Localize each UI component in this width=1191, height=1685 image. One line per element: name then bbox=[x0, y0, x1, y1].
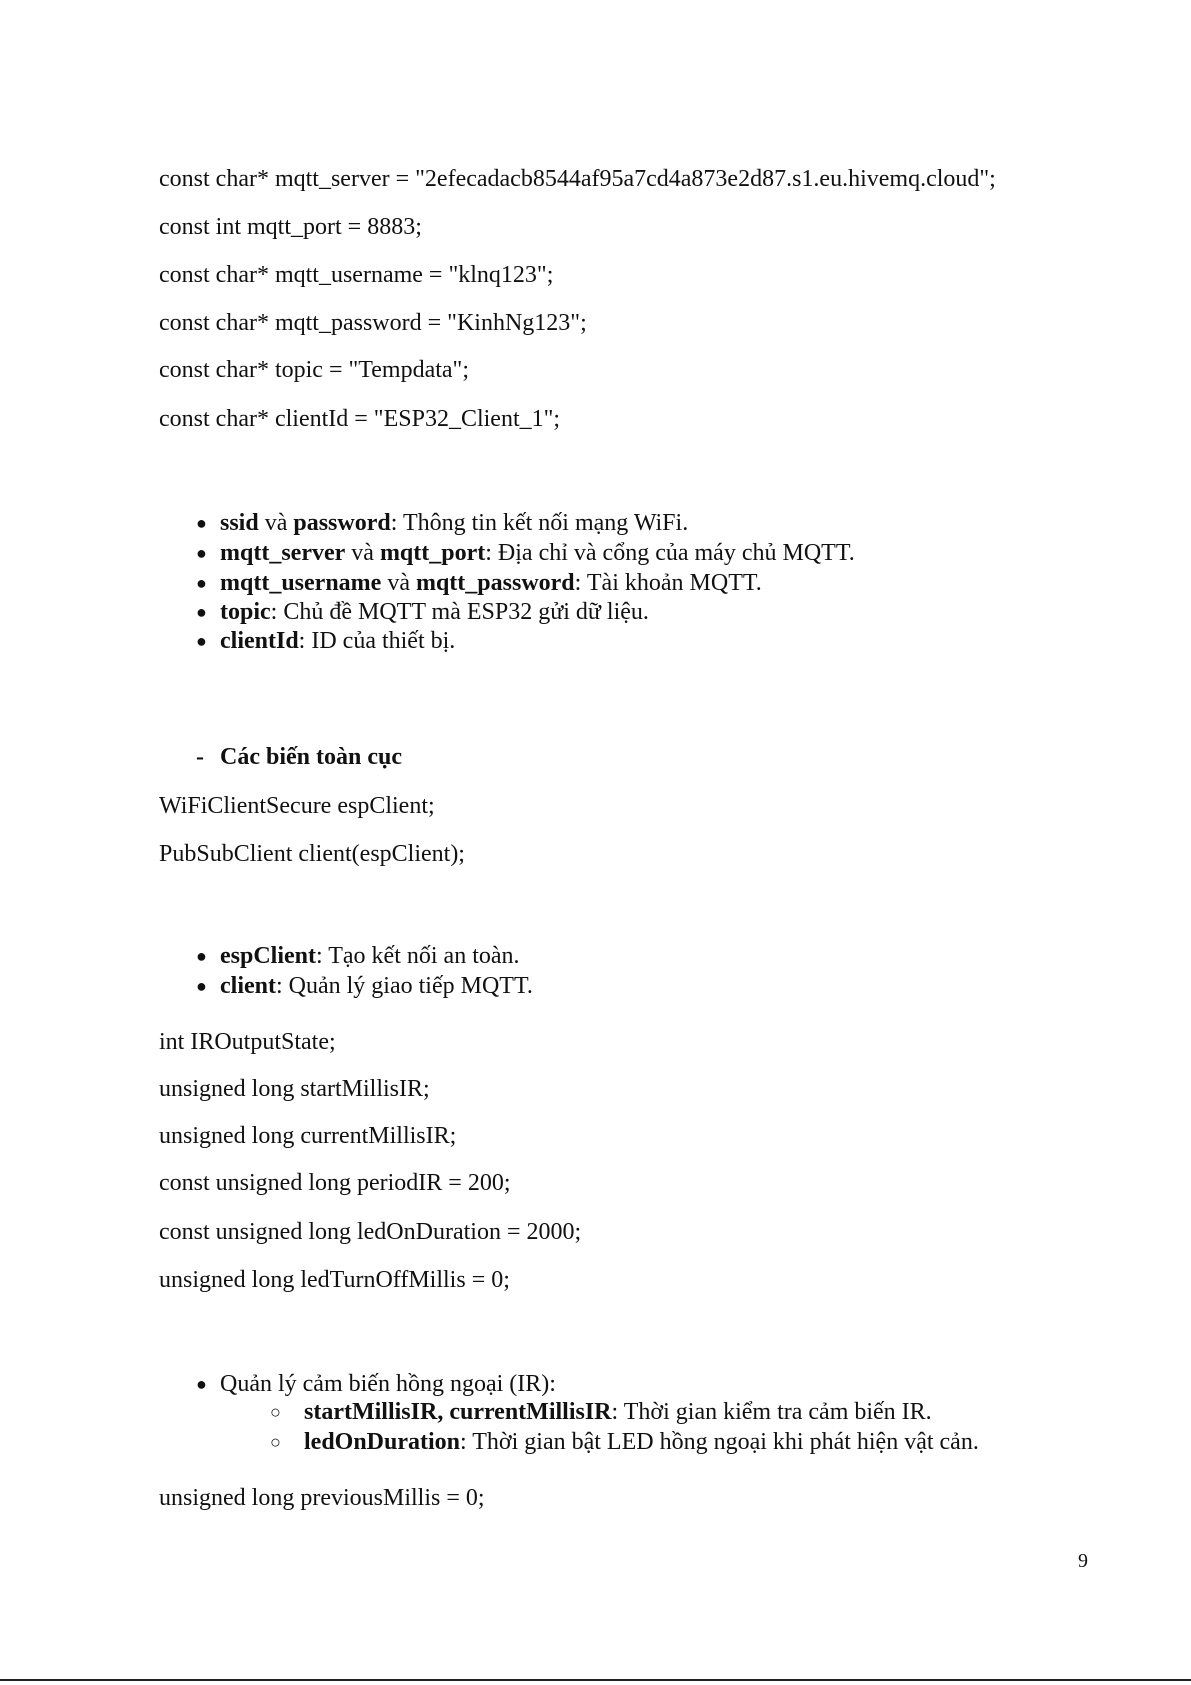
code-line: const char* clientId = "ESP32_Client_1"; bbox=[159, 406, 561, 432]
list-item: ● espClient: Tạo kết nối an toàn. bbox=[196, 943, 520, 969]
code-line: const unsigned long periodIR = 200; bbox=[159, 1170, 511, 1196]
bullet-dot-icon: ● bbox=[196, 543, 207, 563]
bullet-dot-icon: ● bbox=[196, 602, 207, 622]
bullet-dot-icon: ● bbox=[196, 631, 207, 651]
code-line: unsigned long currentMillisIR; bbox=[159, 1123, 457, 1149]
page-number: 9 bbox=[1078, 1550, 1088, 1572]
list-item: ● Quản lý cảm biến hồng ngoại (IR): bbox=[196, 1371, 556, 1397]
code-line: int IROutputState; bbox=[159, 1029, 336, 1055]
list-item: ● topic: Chủ đề MQTT mà ESP32 gửi dữ liệu. bbox=[196, 599, 649, 625]
bullet-dot-icon: ● bbox=[196, 573, 207, 593]
code-line: const char* topic = "Tempdata"; bbox=[159, 357, 470, 383]
circle-bullet-icon: ○ bbox=[270, 1432, 281, 1452]
list-item: ● mqtt_username và mqtt_password: Tài khoản MQTT. bbox=[196, 570, 762, 596]
code-line: const unsigned long ledOnDuration = 2000; bbox=[159, 1219, 582, 1245]
list-item: ● ssid và password: Thông tin kết nối mạng WiFi. bbox=[196, 510, 689, 536]
list-item: ● client: Quản lý giao tiếp MQTT. bbox=[196, 973, 533, 999]
bullet-dot-icon: ● bbox=[196, 1374, 207, 1394]
list-item: ● mqtt_server và mqtt_port: Địa chỉ và cổng của máy chủ MQTT. bbox=[196, 540, 855, 566]
code-line: const char* mqtt_password = "KinhNg123"; bbox=[159, 310, 587, 336]
section-heading: - Các biến toàn cục bbox=[196, 744, 402, 770]
code-line: unsigned long ledTurnOffMillis = 0; bbox=[159, 1267, 510, 1293]
code-line: const char* mqtt_username = "klnq123"; bbox=[159, 262, 554, 288]
code-line: unsigned long previousMillis = 0; bbox=[159, 1485, 485, 1511]
bullet-dot-icon: ● bbox=[196, 513, 207, 533]
code-line: WiFiClientSecure espClient; bbox=[159, 793, 435, 819]
bullet-dot-icon: ● bbox=[196, 976, 207, 996]
code-line: const int mqtt_port = 8883; bbox=[159, 214, 422, 240]
page-bottom-divider bbox=[0, 1679, 1191, 1681]
code-line: const char* mqtt_server = "2efecadacb8544af95a7cd4a873e2d87.s1.eu.hivemq.cloud"; bbox=[159, 166, 996, 192]
code-line: PubSubClient client(espClient); bbox=[159, 841, 465, 867]
sub-list-item: ○ startMillisIR, currentMillisIR: Thời gian kiểm tra cảm biến IR. bbox=[270, 1399, 932, 1425]
circle-bullet-icon: ○ bbox=[270, 1402, 281, 1422]
list-item: ● clientId: ID của thiết bị. bbox=[196, 628, 456, 654]
sub-list-item: ○ ledOnDuration: Thời gian bật LED hồng ngoại khi phát hiện vật cản. bbox=[270, 1429, 979, 1455]
bullet-dot-icon: ● bbox=[196, 946, 207, 966]
code-line: unsigned long startMillisIR; bbox=[159, 1076, 430, 1102]
